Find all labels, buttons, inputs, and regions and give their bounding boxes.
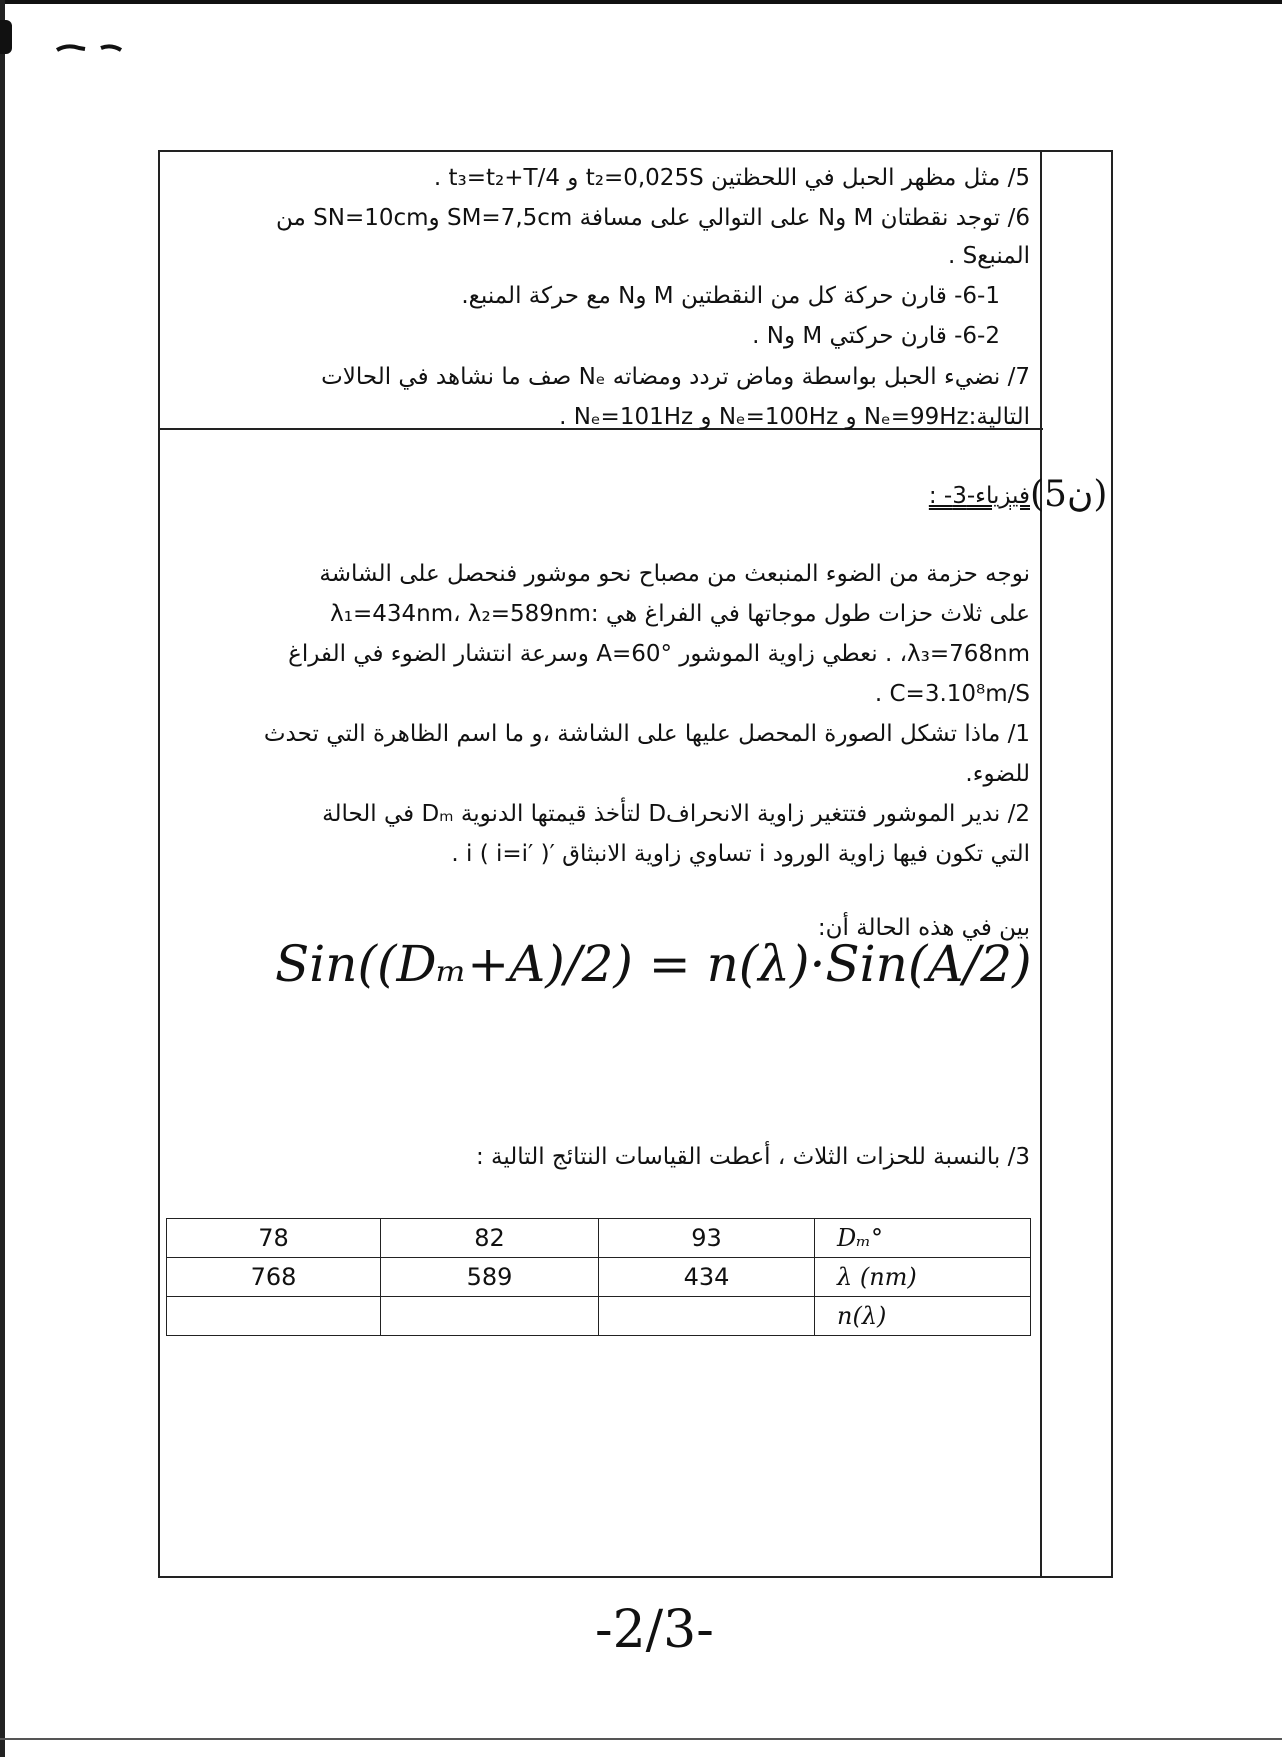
scan-border-top [0, 0, 1282, 4]
scan-corner-mark [0, 20, 12, 54]
question-7-line2: التالية:Nₑ=99Hz و Nₑ=100Hz و Nₑ=101Hz . [559, 404, 1030, 430]
pen-scribble-mark [55, 40, 135, 60]
page-number: -2/3- [595, 1600, 714, 1660]
table-cell: 589 [381, 1258, 599, 1297]
table-cell: 768 [167, 1258, 381, 1297]
question-3: 3/ بالنسبة للحزات الثلاث ، أعطت القياسات النتائج التالية : [475, 1144, 1030, 1170]
question-6-1: 6-1- قارن حركة كل من النقطتين M وN مع حركة المنبع. [461, 283, 1000, 309]
intro-line2: على ثلاث حزات طول موجاتها في الفراغ هي :λ₁=434nm، λ₂=589nm [330, 601, 1030, 627]
section-title: فيزياء-3- : [928, 483, 1030, 509]
table-row-lambda [167, 1258, 1031, 1297]
table-cell-empty [381, 1297, 599, 1336]
question-7-line1: 7/ نضيء الحبل بواسطة وماض تردد ومضاته Nₑ صف ما نشاهد في الحالات [321, 364, 1030, 390]
question-1-line2: للضوء. [965, 761, 1030, 787]
table-header-n: n(λ) [815, 1297, 1031, 1336]
question-2-line2: التي تكون فيها زاوية الورود i تساوي زاوية الانبثاق ′i ( i=i′ ) . [451, 841, 1030, 867]
intro-line3: λ₃=768nm، . نعطي زاوية الموشور A=60° وسرعة انتشار الضوء في الفراغ [288, 641, 1030, 667]
question-2-line3: بين في هذه الحالة أن: [817, 915, 1030, 941]
table-cell: 82 [381, 1219, 599, 1258]
table-cell: 93 [599, 1219, 815, 1258]
score-label: (ن5) [1030, 474, 1108, 515]
table-cell-empty [167, 1297, 381, 1336]
question-6-line1: 6/ توجد نقطتان M وN على التوالي على مسافة SM=7,5cm وSN=10cm من [276, 205, 1030, 231]
table-cell-empty [599, 1297, 815, 1336]
table-header-lambda: λ (nm) [815, 1258, 1031, 1297]
intro-line4: C=3.10⁸m/S . [874, 681, 1030, 707]
table-header-Dm: Dₘ° [815, 1219, 1031, 1258]
table-cell: 78 [167, 1219, 381, 1258]
table-row-Dm [167, 1219, 1031, 1258]
table-row-n [167, 1297, 1031, 1336]
scan-border-bottom [0, 1738, 1282, 1740]
intro-line1: نوجه حزمة من الضوء المنبعث من مصباح نحو موشور فنحصل على الشاشة [319, 561, 1030, 587]
handwritten-formula: Sin((Dₘ+A)/2) = n(λ)·Sin(A/2) [275, 935, 1032, 993]
question-6-2: 6-2- قارن حركتي M وN . [752, 323, 1000, 349]
score-column-divider [1040, 150, 1042, 1578]
question-2-line1: 2/ ندير الموشور فتتغير زاوية الانحرافD لتأخذ قيمتها الدنوية Dₘ في الحالة [322, 801, 1030, 827]
question-6-line2: المنبعS . [947, 243, 1030, 269]
scan-border-left [0, 0, 5, 1757]
question-1-line1: 1/ ماذا تشكل الصورة المحصل عليها على الشاشة ،و ما اسم الظاهرة التي تحدث [263, 721, 1030, 747]
measurements-table [166, 1218, 1031, 1336]
table-cell: 434 [599, 1258, 815, 1297]
question-5: 5/ مثل مظهر الحبل في اللحظتين t₂=0,025S و t₃=t₂+T/4 . [433, 165, 1030, 191]
